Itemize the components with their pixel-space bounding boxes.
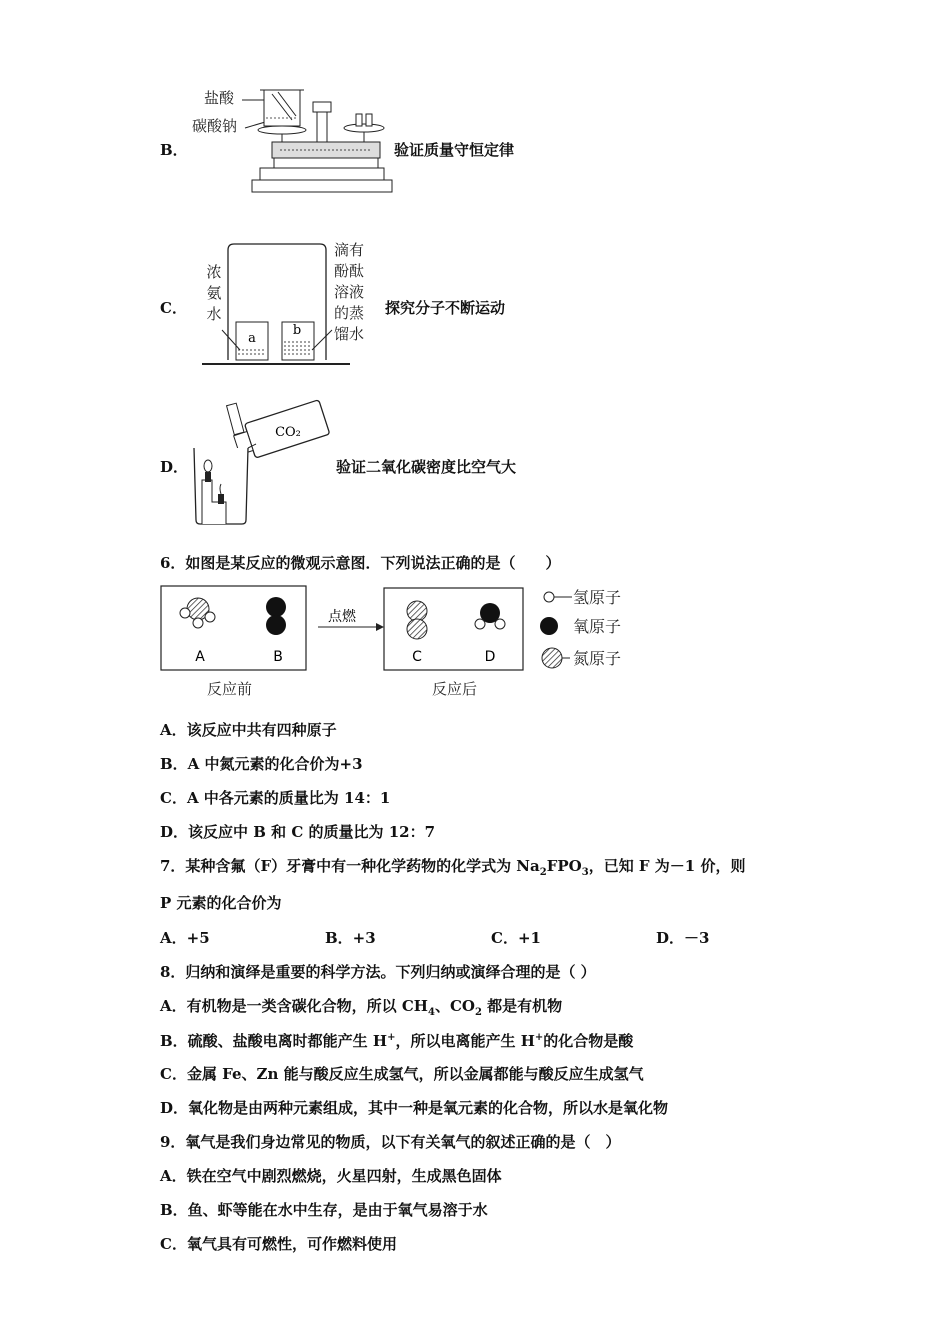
q6-option-c[interactable]: C．A 中各元素的质量比为 14：1: [160, 789, 391, 807]
q7-stem-line2: P 元素的化合价为: [160, 894, 282, 912]
molecule-c-label: C: [412, 649, 422, 665]
q5-option-d-letter[interactable]: D．: [160, 458, 189, 476]
q5-option-c-text: 探究分子不断运动: [385, 299, 506, 317]
label-before-reaction: 反应前: [207, 680, 253, 698]
co2-pouring-diagram: [190, 398, 340, 528]
q9-stem: 9．氧气是我们身边常见的物质，以下有关氧气的叙述正确的是（ ）: [160, 1133, 621, 1151]
legend-hydrogen-symbol: [544, 592, 554, 602]
q7-option-c[interactable]: C．+1: [491, 929, 541, 947]
legend-nitrogen: 氮原子: [573, 649, 622, 668]
q8-option-a-part3: 都是有机物: [481, 997, 563, 1015]
q7-stem-part3: ，已知 F 为－1 价，则: [588, 857, 746, 875]
q5-option-d-text: 验证二氧化碳密度比空气大: [336, 458, 517, 476]
label-hydrochloric-acid: 盐酸: [204, 89, 235, 107]
q8-option-b-part1: B．硫酸、盐酸电离时都能产生 H: [160, 1032, 388, 1050]
molecule-b-label: B: [273, 649, 283, 665]
q6-option-a[interactable]: A．该反应中共有四种原子: [160, 721, 337, 739]
q8-option-c[interactable]: C．金属 Fe、Zn 能与酸反应生成氢气，所以金属都能与酸反应生成氢气: [160, 1065, 644, 1083]
label-after-reaction: 反应后: [432, 680, 478, 698]
q9-option-a[interactable]: A．铁在空气中剧烈燃烧，火星四射，生成黑色固体: [160, 1167, 502, 1185]
q8-stem: 8．归纳和演绎是重要的科学方法。下列归纳或演绎合理的是（ ）: [160, 963, 596, 981]
q7-sub2: 3: [581, 867, 589, 878]
q5-option-c-letter[interactable]: C．: [160, 299, 187, 317]
molecule-d-label: D: [484, 649, 496, 665]
q9-option-c[interactable]: C．氧气具有可燃性，可作燃料使用: [160, 1235, 397, 1253]
q8-option-b-sup1: +: [387, 1032, 396, 1043]
label-phenolphthalein-water: 滴有酚酞溶液的蒸馏水: [333, 241, 364, 343]
q8-option-b-part3: 的化合物是酸: [543, 1032, 634, 1050]
balance-diagram: [230, 80, 400, 195]
legend-oxygen-symbol: [540, 617, 558, 635]
q8-option-b-sup2: +: [534, 1032, 544, 1043]
q7-stem-part2: FPO: [546, 857, 582, 875]
q7-stem: [160, 859, 745, 878]
q8-option-a-part2: 、CO: [434, 997, 475, 1015]
molecule-motion-diagram: [200, 238, 380, 373]
beaker-b-label: b: [292, 323, 302, 338]
q5-option-b-text: 验证质量守恒定律: [394, 141, 515, 159]
q8-option-b[interactable]: [160, 1033, 633, 1049]
molecule-a-label: A: [195, 649, 205, 665]
q7-option-d[interactable]: D．－3: [656, 929, 710, 947]
co2-label: CO₂: [275, 425, 301, 440]
legend-nitrogen-symbol: [542, 648, 562, 668]
reaction-condition: 点燃: [328, 609, 356, 625]
q8-option-a[interactable]: [160, 999, 562, 1018]
q8-option-a-part1: A．有机物是一类含碳化合物，所以 CH: [160, 997, 428, 1015]
legend-hydrogen: 氢原子: [573, 588, 622, 607]
q8-option-a-sub1: 4: [427, 1007, 435, 1018]
q7-option-b[interactable]: B．+3: [325, 929, 376, 947]
molecule-c-nitrogen-atom: [407, 601, 427, 621]
label-concentrated-ammonia: 浓氨水: [206, 263, 222, 323]
q7-option-a[interactable]: A．+5: [160, 929, 210, 947]
q7-stem-part1: 7．某种含氟（F）牙膏中有一种化学药物的化学式为 Na: [160, 857, 540, 875]
q6-option-d[interactable]: D．该反应中 B 和 C 的质量比为 12：7: [160, 823, 436, 841]
q8-option-b-part2: ，所以电离能产生 H: [395, 1032, 535, 1050]
beaker-a-label: a: [248, 331, 256, 346]
molecule-b-oxygen-atom: [266, 597, 286, 617]
legend-oxygen: 氧原子: [573, 617, 622, 636]
q9-option-b[interactable]: B．鱼、虾等能在水中生存，是由于氧气易溶于水: [160, 1201, 488, 1219]
q7-sub1: 2: [539, 867, 547, 878]
q6-stem: 6．如图是某反应的微观示意图．下列说法正确的是（ ）: [160, 554, 561, 572]
q8-option-a-sub2: 2: [474, 1007, 482, 1018]
q5-option-b-letter[interactable]: B．: [160, 141, 188, 159]
q8-option-d[interactable]: D．氧化物是由两种元素组成，其中一种是氧元素的化合物，所以水是氧化物: [160, 1099, 669, 1117]
label-sodium-carbonate: 碳酸钠: [192, 117, 238, 135]
q6-option-b[interactable]: B．A 中氮元素的化合价为+3: [160, 755, 363, 773]
